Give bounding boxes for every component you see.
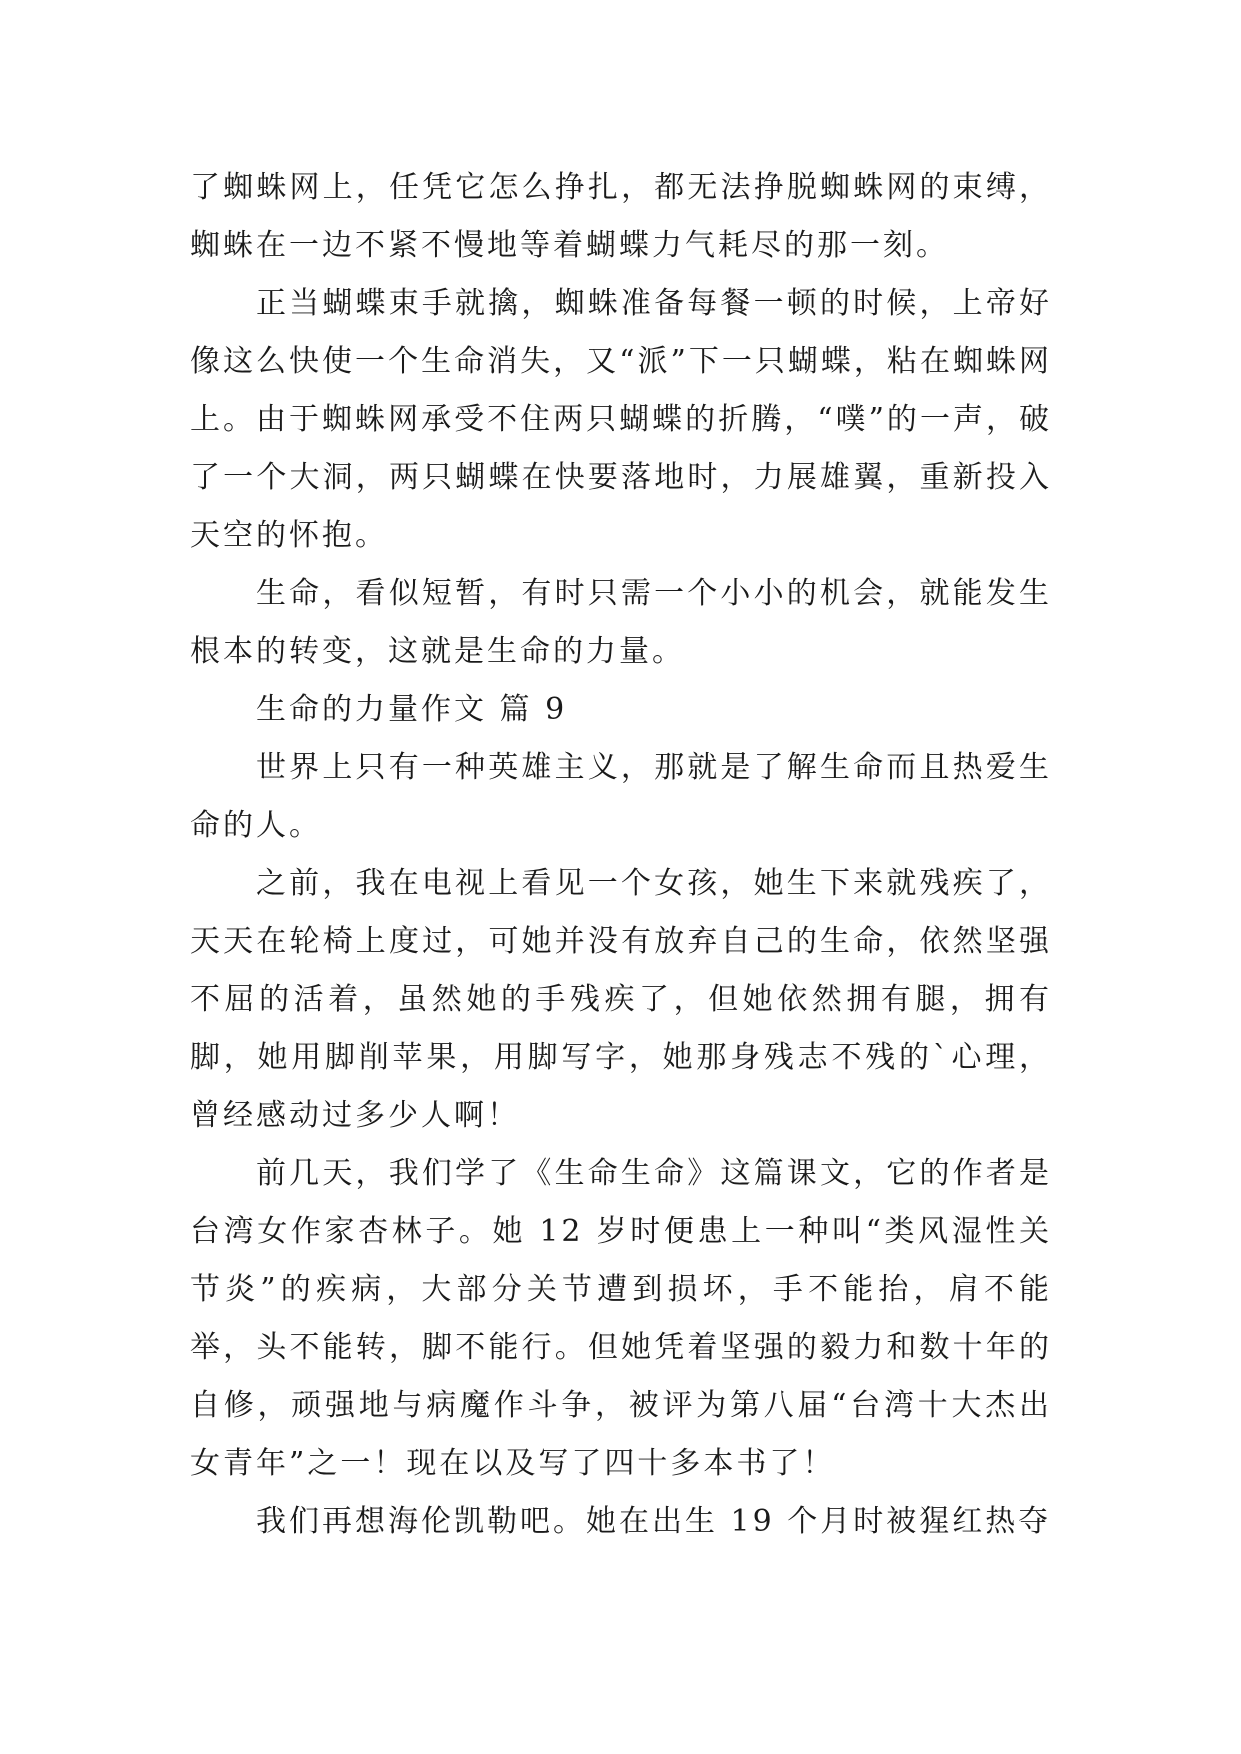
section-heading: 生命的力量作文 篇 9 — [256, 692, 568, 727]
paragraph: 前几天，我们学了《生命生命》这篇课文，它的作者是台湾女作家杏林子。她 12 岁时便患上一种叫“类风湿性关节炎”的疾病，大部分关节遭到损坏，手不能抬，肩不能举，头不能转，脚不能行。但她凭着坚强的毅力和数十年的自修，顽强地与病魔作斗争，被评为第八届“台湾十大杰出女青年”之一！现在以及写了四十多本书了！ — [190, 1156, 1052, 1481]
paragraph: 我们再想海伦凯勒吧。她在出生 19 个月时被猩红热夺 — [256, 1504, 1052, 1539]
paragraph: 世界上只有一种英雄主义，那就是了解生命而且热爱生命的人。 — [190, 750, 1052, 843]
document-body — [190, 159, 1052, 1551]
paragraph: 生命，看似短暂，有时只需一个小小的机会，就能发生根本的转变，这就是生命的力量。 — [190, 576, 1052, 669]
paragraph-continuation: 了蜘蛛网上，任凭它怎么挣扎，都无法挣脱蜘蛛网的束缚，蜘蛛在一边不紧不慢地等着蝴蝶力气耗尽的那一刻。 — [190, 170, 1052, 263]
paragraph: 正当蝴蝶束手就擒，蜘蛛准备每餐一顿的时候，上帝好像这么快使一个生命消失，又“派”下一只蝴蝶，粘在蜘蛛网上。由于蜘蛛网承受不住两只蝴蝶的折腾，“噗”的一声，破了一个大洞，两只蝴蝶在快要落地时，力展雄翼，重新投入天空的怀抱。 — [190, 286, 1052, 553]
paragraph: 之前，我在电视上看见一个女孩，她生下来就残疾了，天天在轮椅上度过，可她并没有放弃自己的生命，依然坚强不屈的活着，虽然她的手残疾了，但她依然拥有腿，拥有脚，她用脚削苹果，用脚写字，她那身残志不残的`心理，曾经感动过多少人啊！ — [190, 866, 1052, 1133]
